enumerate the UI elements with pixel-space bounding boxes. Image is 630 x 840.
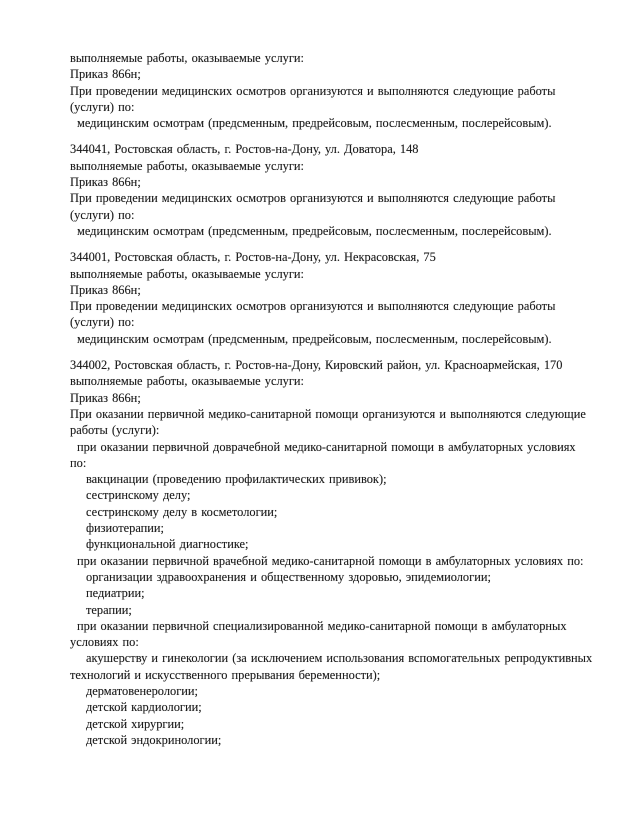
- document-line: педиатрии;: [86, 586, 145, 601]
- document-line: сестринскому делу;: [86, 488, 191, 503]
- document-line: функциональной диагностике;: [86, 537, 249, 552]
- document-line: вакцинации (проведению профилактических прививок);: [86, 472, 387, 487]
- license-section: [70, 50, 596, 131]
- document-line: При проведении медицинских осмотров организуются и выполняются следующие работы: [70, 191, 556, 206]
- document-line: Приказ 866н;: [70, 390, 141, 405]
- document-line: детской эндокринологии;: [86, 732, 222, 747]
- license-section: [70, 141, 596, 239]
- document-line: При проведении медицинских осмотров организуются и выполняются следующие работы: [70, 299, 556, 314]
- document-line: терапии;: [86, 602, 132, 617]
- document-line: по:: [70, 455, 87, 470]
- document-line: медицинским осмотрам (предсменным, предрейсовым, послесменным, послерейсовым).: [77, 331, 552, 346]
- document-line: работы (услуги):: [70, 423, 160, 438]
- document-line: медицинским осмотрам (предсменным, предрейсовым, послесменным, послерейсовым).: [77, 223, 552, 238]
- document-line: (услуги) по:: [70, 207, 135, 222]
- document-line: детской хирургии;: [86, 716, 185, 731]
- license-section: [70, 357, 596, 748]
- document-line: 344041, Ростовская область, г. Ростов-на-Дону, ул. Доватора, 148: [70, 142, 419, 157]
- document-line: 344002, Ростовская область, г. Ростов-на-Дону, Кировский район, ул. Красноармейская, 170: [70, 358, 563, 373]
- document-content: [70, 50, 596, 748]
- document-line: Приказ 866н;: [70, 175, 141, 190]
- document-line: при оказании первичной врачебной медико-санитарной помощи в амбулаторных условиях по:: [77, 553, 584, 568]
- document-line: выполняемые работы, оказываемые услуги:: [70, 51, 305, 65]
- document-line: организации здравоохранения и общественному здоровью, эпидемиологии;: [86, 569, 491, 584]
- document-line: дерматовенерологии;: [86, 683, 198, 698]
- document-line: физиотерапии;: [86, 521, 164, 536]
- document-line: выполняемые работы, оказываемые услуги:: [70, 374, 305, 389]
- document-line: выполняемые работы, оказываемые услуги:: [70, 158, 305, 173]
- document-line: (услуги) по:: [70, 99, 135, 114]
- document-line: При оказании первичной медико-санитарной помощи организуются и выполняются следующие: [70, 406, 586, 421]
- document-line: акушерству и гинекологии (за исключением использования вспомогательных репродуктивных: [86, 651, 593, 666]
- document-line: (услуги) по:: [70, 315, 135, 330]
- document-line: Приказ 866н;: [70, 67, 141, 82]
- document-line: при оказании первичной доврачебной медико-санитарной помощи в амбулаторных условиях: [77, 439, 576, 454]
- document-line: условиях по:: [70, 635, 139, 650]
- document-line: выполняемые работы, оказываемые услуги:: [70, 266, 305, 281]
- document-line: детской кардиологии;: [86, 700, 202, 715]
- document-line: 344001, Ростовская область, г. Ростов-на-Дону, ул. Некрасовская, 75: [70, 250, 436, 265]
- document-line: сестринскому делу в косметологии;: [86, 504, 278, 519]
- document-line: технологий и искусственного прерывания беременности);: [70, 667, 381, 682]
- document-line: при оказании первичной специализированной медико-санитарной помощи в амбулаторных: [77, 618, 567, 633]
- document-line: При проведении медицинских осмотров организуются и выполняются следующие работы: [70, 83, 556, 98]
- license-section: [70, 249, 596, 347]
- document-line: медицинским осмотрам (предсменным, предрейсовым, послесменным, послерейсовым).: [77, 116, 552, 131]
- document-line: Приказ 866н;: [70, 282, 141, 297]
